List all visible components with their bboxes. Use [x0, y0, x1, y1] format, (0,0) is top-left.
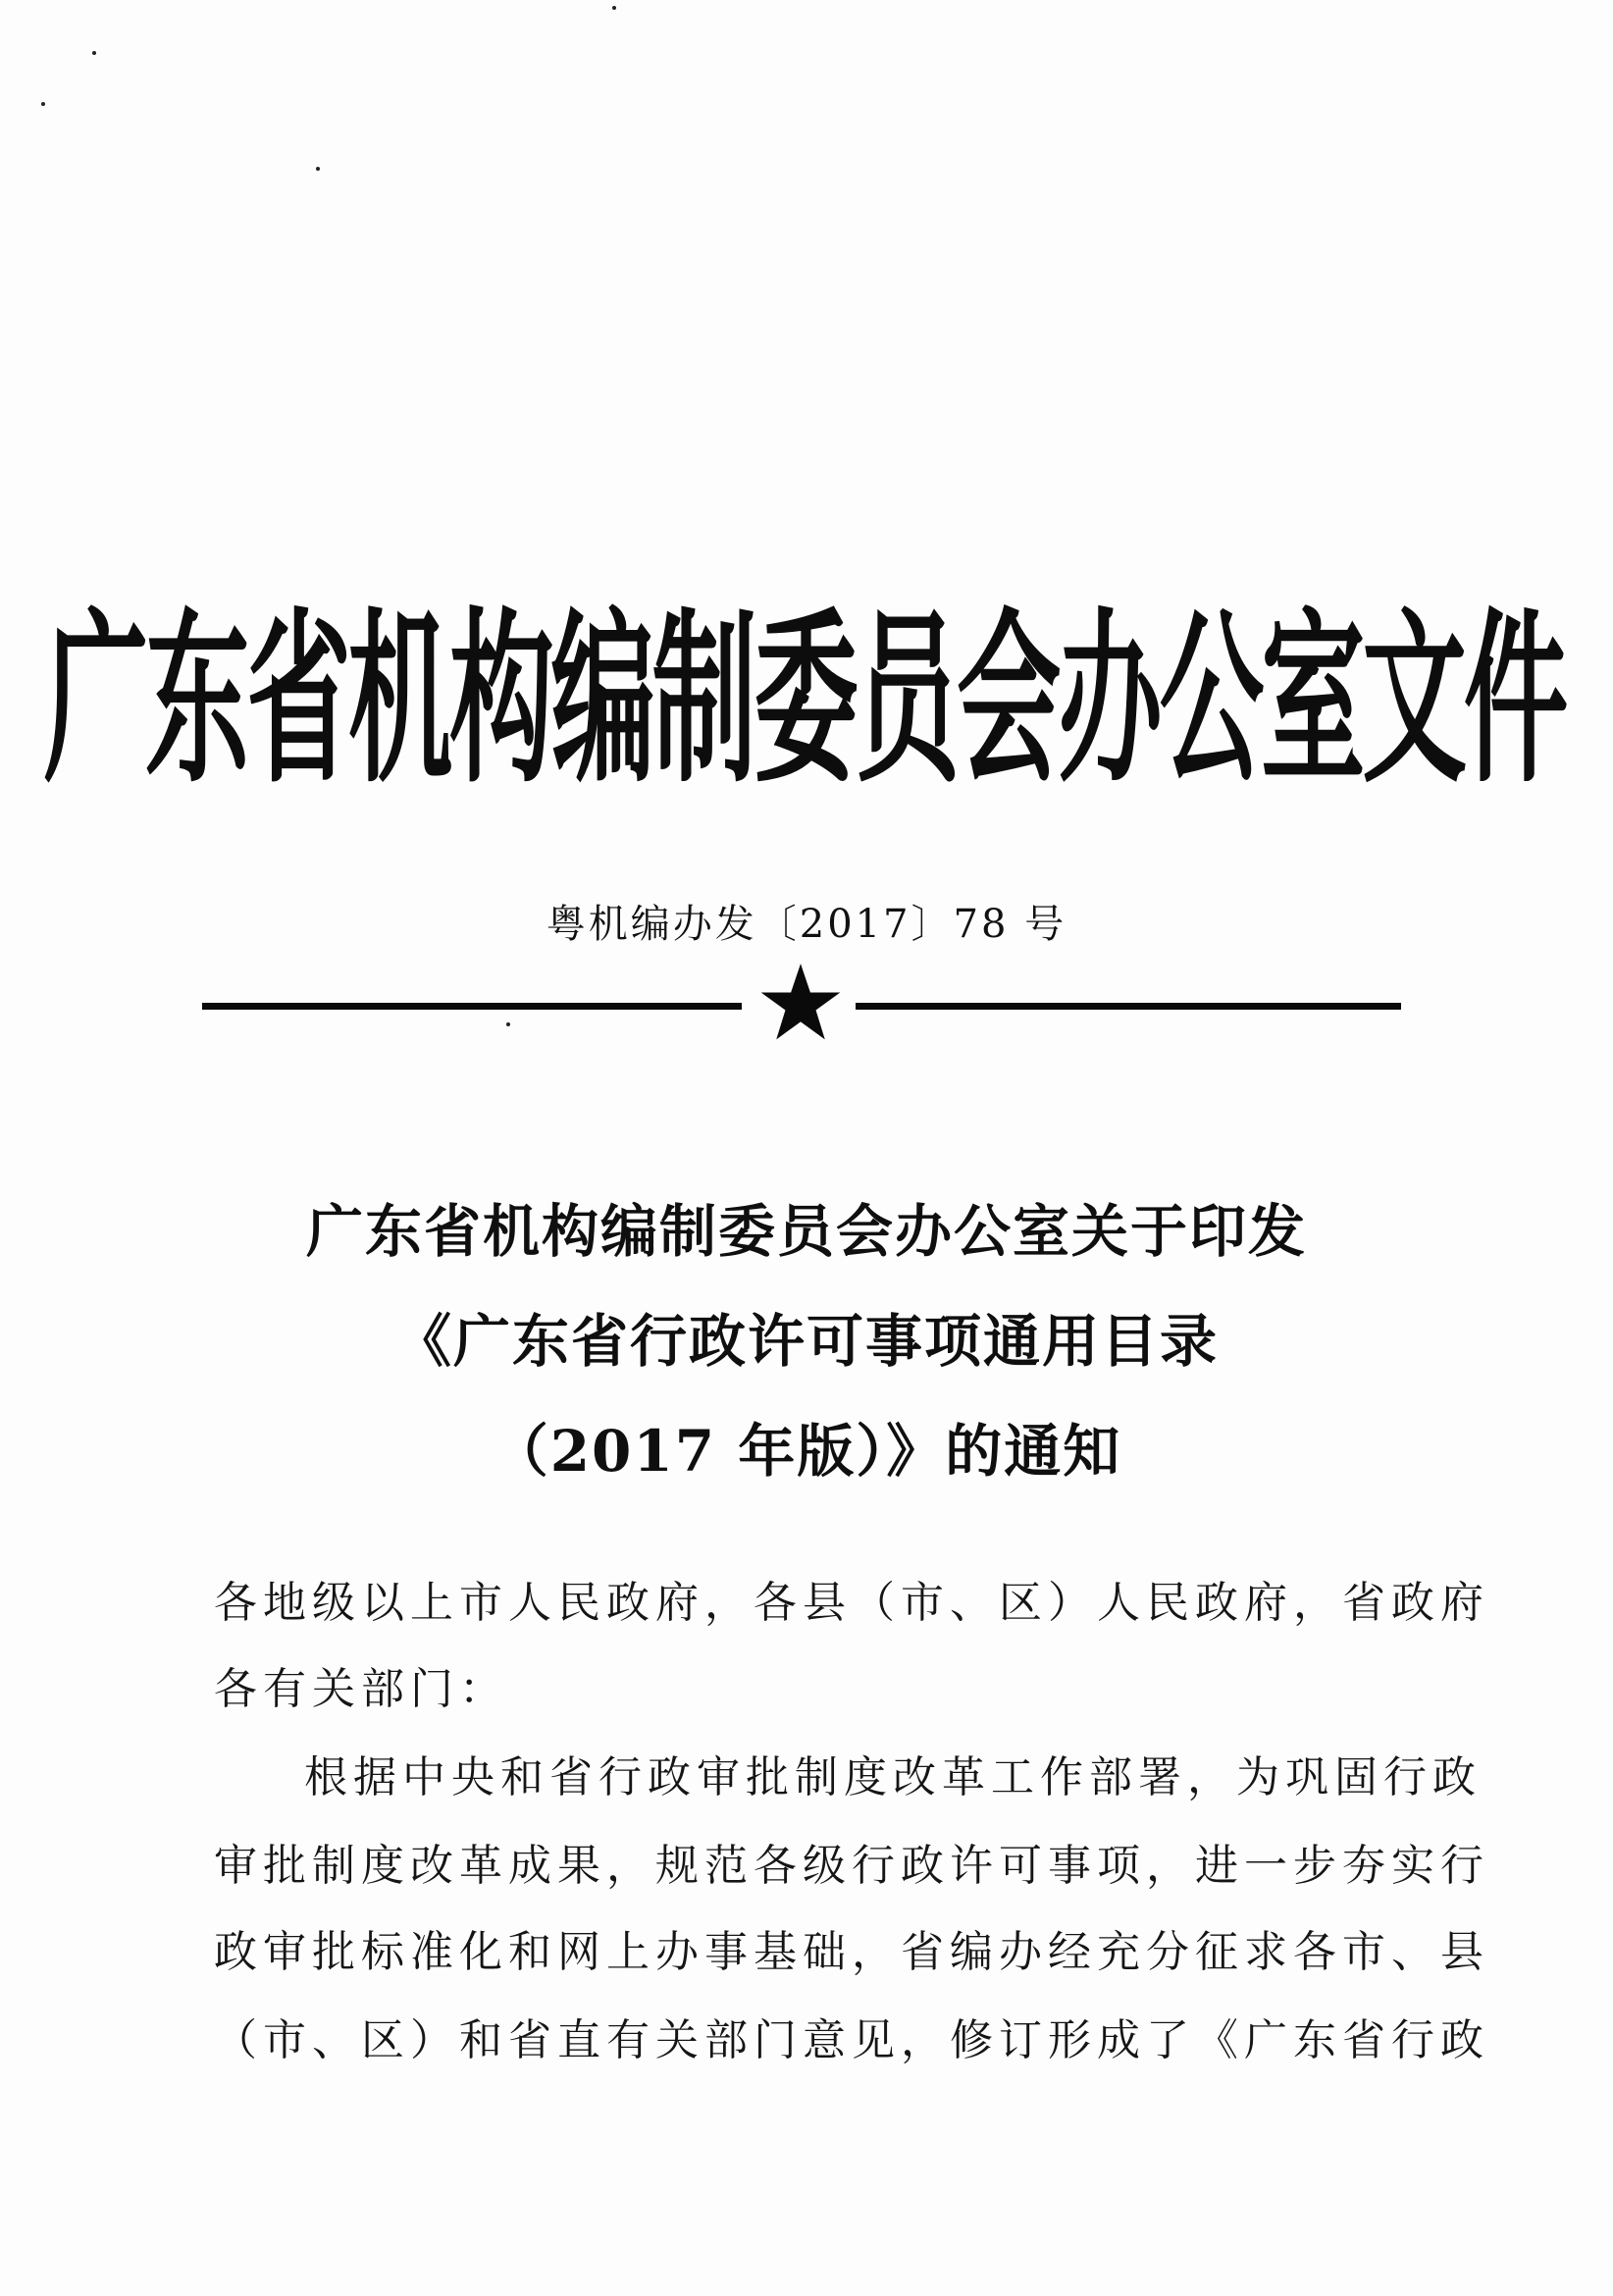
body-paragraph-line: （市、区）和省直有关部门意见，修订形成了《广东省行政 [214, 2015, 1489, 2065]
scan-speck [41, 102, 45, 106]
star-icon [759, 964, 842, 1042]
notice-title-line: （2017 年版）》的通知 [491, 1418, 1122, 1485]
scan-speck [316, 167, 320, 171]
header-divider-left [202, 1003, 742, 1010]
scan-speck [92, 51, 96, 55]
notice-title-line: 《广东省行政许可事项通用目录 [393, 1308, 1219, 1375]
scan-speck [506, 1022, 510, 1026]
body-paragraph-line: 政审批标准化和网上办事基础，省编办经充分征求各市、县 [214, 1927, 1489, 1977]
addressee-line: 各有关部门： [214, 1664, 508, 1714]
document-number: 粤机编办发〔2017〕78 号 [546, 902, 1067, 947]
notice-title-line: 广东省机构编制委员会办公室关于印发 [305, 1198, 1307, 1265]
scan-speck [612, 6, 616, 10]
header-divider-right [856, 1003, 1401, 1010]
addressee-line: 各地级以上市人民政府，各县（市、区）人民政府，省政府 [214, 1578, 1489, 1628]
issuing-office-header: 广东省机构编制委员会办公室文件 [43, 593, 1566, 809]
body-paragraph-line: 根据中央和省行政审批制度改革工作部署，为巩固行政 [304, 1752, 1482, 1802]
body-paragraph-line: 审批制度改革成果，规范各级行政许可事项，进一步夯实行 [214, 1841, 1489, 1891]
